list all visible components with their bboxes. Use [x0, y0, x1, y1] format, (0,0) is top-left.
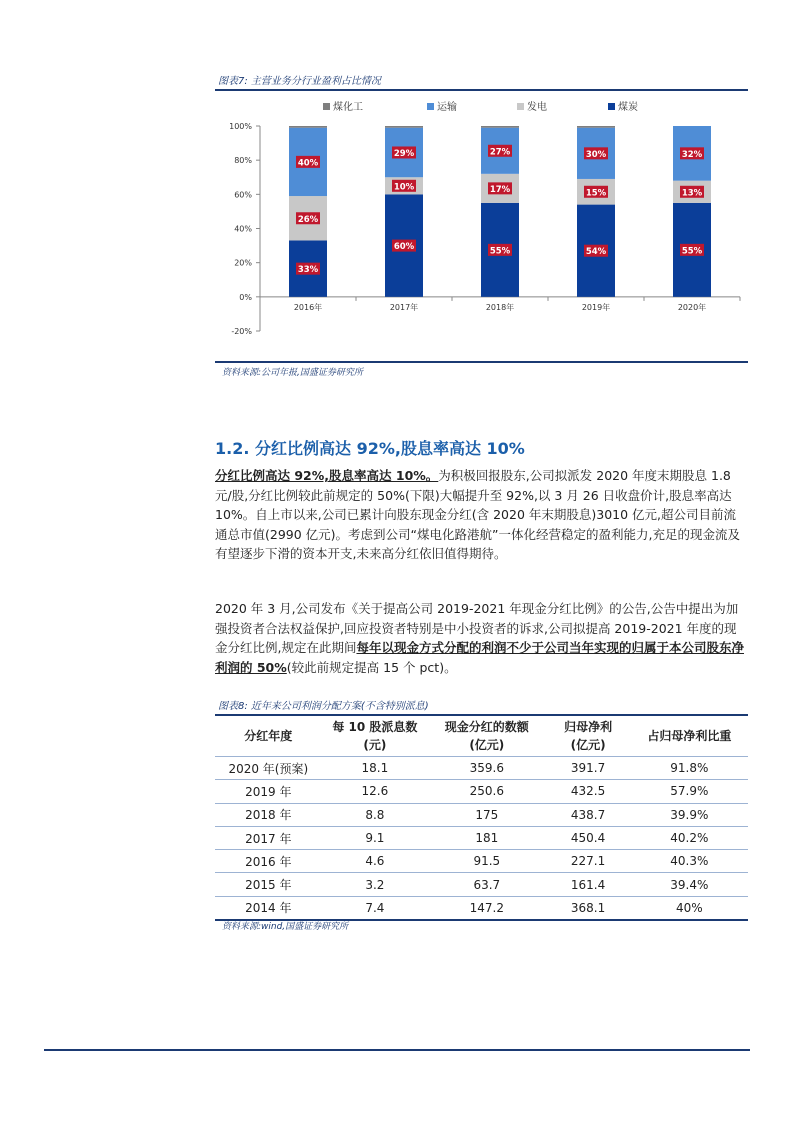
- legend-label: 煤炭: [618, 102, 638, 113]
- cell-profit: 391.7: [545, 757, 630, 780]
- figure8-title: 图表8: 近年来公司利润分配方案(不含特别派息): [218, 701, 429, 712]
- policy-pre: 2020 年 3 月,公司发布《关于提高公司 2019-2021 年现金分红比例》的公告,公告中提出为加强投资者合法权益保护,回应投资者特别是中小投资者的诉求,公司拟提高 2019-2021 年度的现金分红比例,规定在此期间: [215, 601, 739, 656]
- legend-swatch: [608, 103, 615, 110]
- section-heading: 1.2. 分红比例高达 92%,股息率高达 10%: [215, 439, 525, 458]
- dividend-table: [215, 716, 748, 921]
- data-label: 60%: [393, 242, 415, 253]
- cell-ratio: 40.3%: [631, 850, 748, 873]
- cell-dps: 8.8: [322, 803, 429, 826]
- cell-year: 2019 年: [215, 780, 322, 803]
- figure8-source: 资料来源:wind,国盛证券研究所: [222, 922, 349, 932]
- table-row: [215, 757, 748, 780]
- data-label: 40%: [297, 158, 319, 169]
- header-net-profit-text: 归母净利 (亿元): [564, 720, 613, 752]
- cell-profit: 227.1: [545, 850, 630, 873]
- cell-dps: 3.2: [322, 873, 429, 896]
- cell-ratio: 39.4%: [631, 873, 748, 896]
- cell-year: 2014 年: [215, 896, 322, 920]
- table-row: [215, 873, 748, 896]
- data-label: 13%: [681, 188, 703, 199]
- header-dps: [322, 716, 429, 757]
- x-tick-label: 2017年: [389, 302, 419, 312]
- y-tick-label: -20%: [231, 327, 252, 336]
- cell-dps: 7.4: [322, 896, 429, 920]
- data-label: 30%: [585, 149, 607, 160]
- figure7-source: 资料来源:公司年报,国盛证券研究所: [222, 368, 363, 378]
- data-label: 26%: [297, 214, 319, 225]
- cell-cash: 147.2: [428, 896, 545, 920]
- bar-segment-煤化工: [289, 126, 327, 128]
- table-row: [215, 780, 748, 803]
- cell-year: 2015 年: [215, 873, 322, 896]
- data-label: 27%: [489, 147, 511, 158]
- cell-dps: 4.6: [322, 850, 429, 873]
- legend-swatch: [517, 103, 524, 110]
- x-tick-label: 2016年: [293, 302, 323, 312]
- table-header-row: [215, 716, 748, 757]
- stacked-bar-chart: [215, 92, 748, 360]
- data-label: 10%: [393, 182, 415, 193]
- table-row: [215, 826, 748, 849]
- cell-ratio: 91.8%: [631, 757, 748, 780]
- bar-segment-煤化工: [481, 126, 519, 128]
- x-tick-label: 2020年: [677, 302, 707, 312]
- x-tick-label: 2018年: [485, 302, 515, 312]
- data-label: 32%: [681, 149, 703, 160]
- cell-profit: 438.7: [545, 803, 630, 826]
- cell-profit: 432.5: [545, 780, 630, 803]
- cell-ratio: 57.9%: [631, 780, 748, 803]
- cell-dps: 9.1: [322, 826, 429, 849]
- x-tick-label: 2019年: [581, 302, 611, 312]
- cell-cash: 91.5: [428, 850, 545, 873]
- bar-segment-煤化工: [385, 126, 423, 128]
- figure7-top-rule: [215, 89, 748, 91]
- header-payout-ratio: 占归母净利比重: [647, 729, 732, 743]
- figure7-bottom-rule: [215, 361, 748, 363]
- paragraph-dividend-policy: [215, 599, 748, 677]
- paragraph-dividend-summary: [215, 466, 748, 564]
- cell-year: 2020 年(预案): [215, 757, 322, 780]
- y-tick-label: 100%: [229, 122, 252, 131]
- data-label: 15%: [585, 188, 607, 199]
- data-label: 55%: [681, 246, 703, 257]
- cell-profit: 368.1: [545, 896, 630, 920]
- cell-cash: 63.7: [428, 873, 545, 896]
- data-label: 33%: [297, 265, 319, 276]
- header-year: 分红年度: [244, 729, 293, 743]
- data-label: 55%: [489, 246, 511, 257]
- figure7-title: 图表7: 主营业务分行业盈利占比情况: [218, 76, 381, 87]
- data-label: 54%: [585, 247, 607, 258]
- header-cash-dividend-text: 现金分红的数额 (亿元): [444, 720, 529, 752]
- y-tick-label: 60%: [234, 190, 252, 200]
- cell-ratio: 39.9%: [631, 803, 748, 826]
- header-net-profit: [545, 716, 630, 757]
- legend-swatch: [427, 103, 434, 110]
- y-tick-label: 20%: [234, 258, 252, 268]
- policy-emphasis: 每年以现金方式分配的利润不少于公司当年实现的归属于本公司股东净利润的 50%: [215, 640, 744, 675]
- cell-ratio: 40.2%: [631, 826, 748, 849]
- cell-dps: 12.6: [322, 780, 429, 803]
- cell-cash: 175: [428, 803, 545, 826]
- data-label: 17%: [489, 184, 511, 195]
- legend-label: 发电: [527, 102, 547, 113]
- cell-year: 2016 年: [215, 850, 322, 873]
- cell-profit: 450.4: [545, 826, 630, 849]
- data-label: 29%: [393, 148, 415, 159]
- paragraph-lead: 分红比例高达 92%,股息率高达 10%。: [215, 468, 439, 483]
- footer-rule: [44, 1049, 750, 1051]
- y-tick-label: 40%: [234, 224, 252, 234]
- cell-profit: 161.4: [545, 873, 630, 896]
- legend-swatch: [323, 103, 330, 110]
- table-row: [215, 803, 748, 826]
- cell-cash: 359.6: [428, 757, 545, 780]
- cell-cash: 181: [428, 826, 545, 849]
- bar-segment-煤化工: [577, 126, 615, 128]
- cell-year: 2017 年: [215, 826, 322, 849]
- cell-cash: 250.6: [428, 780, 545, 803]
- y-tick-label: 0%: [239, 292, 252, 302]
- cell-year: 2018 年: [215, 803, 322, 826]
- header-dps-text: 每 10 股派息数 (元): [332, 720, 418, 752]
- policy-post: (较此前规定提高 15 个 pct)。: [286, 659, 457, 675]
- cell-ratio: 40%: [631, 896, 748, 920]
- legend-label: 煤化工: [333, 102, 363, 113]
- table-row: [215, 896, 748, 920]
- legend-label: 运输: [437, 102, 457, 113]
- paragraph-body: 为积极回报股东,公司拟派发 2020 年度末期股息 1.8 元/股,分红比例较此前规定的 50%(下限)大幅提升至 92%,以 3 月 26 日收盘价计,股息率高达 10%。自上市以来,公司已累计向股东现金分红(含 2020 年末期股息)3010 亿元,超公司目前流通总市值(2990 亿元)。考虑到公司“煤电化路港航”一体化经营稳定的盈利能力,充足的现金流及有望逐步下滑的资本开支,未来高分红依旧值得期待。: [215, 468, 740, 562]
- cell-dps: 18.1: [322, 757, 429, 780]
- header-cash-dividend: [428, 716, 545, 757]
- y-tick-label: 80%: [234, 156, 252, 166]
- table-row: [215, 850, 748, 873]
